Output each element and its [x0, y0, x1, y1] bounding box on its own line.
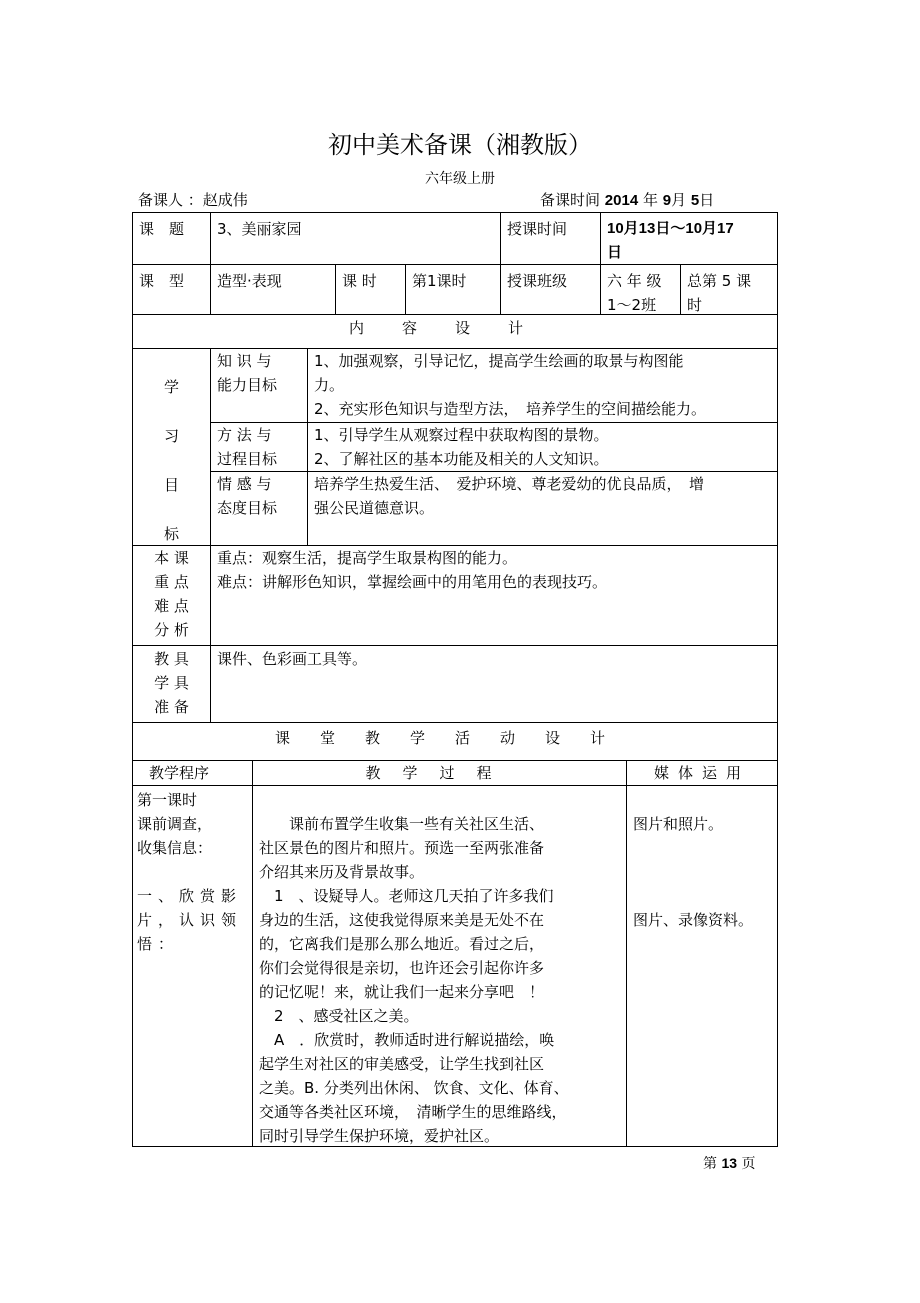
activity-design-heading: 课堂教学活动设计 [132, 722, 778, 761]
tools-label [132, 645, 211, 723]
class-label: 授课班级 [500, 264, 601, 315]
goal-label-method [210, 422, 308, 472]
process-line [137, 860, 248, 884]
type-label: 课 型 [132, 264, 211, 315]
tools-label-line: 教 具 [154, 650, 189, 668]
total-periods [680, 264, 778, 315]
prep-day: 5 [690, 192, 700, 209]
goal-line: 2、充实形色知识与造型方法， 培养学生的空间描绘能力。 [314, 400, 707, 418]
keypoints-label-line: 本 课 [154, 549, 189, 567]
process-line: 身边的生活，这使我觉得原来美是无处不在 [259, 911, 545, 929]
process-line: 的，它离我们是那么那么地近。看过之后， [259, 935, 545, 953]
goals-label-char: 学 [163, 378, 179, 396]
prep-year: 2014 [604, 192, 639, 209]
teach-time-value [600, 212, 778, 265]
goal-label-line: 能力目标 [217, 376, 278, 394]
keypoint-line: 难点：讲解形色知识，掌握绘画中的用笔用色的表现技巧。 [217, 573, 608, 591]
topic-value: 3、美丽家园 [210, 212, 501, 265]
goal-line: 1、加强观察，引导记忆，提高学生绘画的取景与构图能 [314, 352, 684, 370]
keypoints-label-line: 难 点 [154, 597, 189, 615]
procedure-column [132, 785, 253, 1147]
keypoints-label-line: 重 点 [154, 573, 189, 591]
process-line: 收集信息： [137, 839, 213, 857]
period-label: 课 时 [335, 264, 406, 315]
goal-line: 培养学生热爱生活、 爱护环境、尊老爱幼的优良品质， 增 [314, 475, 705, 493]
teach-time-line: 10月13日～10月17 [607, 220, 734, 237]
process-line: 之美。B. 分类列出休闲、 饮食、文化、体育、 [259, 1079, 569, 1097]
process-line [259, 788, 620, 812]
goal-line: 强公民道德意识。 [314, 499, 435, 517]
goal-label-knowledge [210, 348, 308, 423]
total-line: 时 [687, 296, 703, 314]
goal-line: 2、了解社区的基本功能及相关的人文知识。 [314, 450, 609, 468]
process-line: 第一课时 [137, 791, 198, 809]
goals-label-char: 标 [163, 525, 179, 543]
keypoints-text [210, 545, 778, 646]
process-line: A ．欣赏时，教师适时进行解说描绘，唤 [259, 1031, 555, 1049]
process-line: 悟： [137, 935, 180, 953]
process-line: 介绍其来历及背景故事。 [259, 863, 425, 881]
teach-time-label: 授课时间 [500, 212, 601, 265]
goal-text-knowledge [307, 348, 778, 423]
keypoints-label [132, 545, 211, 646]
keypoint-line: 重点：观察生活，提高学生取景构图的能力。 [217, 549, 518, 567]
content-design-heading: 内容设计 [132, 314, 778, 349]
preparer-name: 赵成伟 [202, 191, 248, 209]
process-line: 的记忆呢！来，就让我们一起来分享吧 ！ [259, 983, 545, 1001]
goal-label-emotion [210, 471, 308, 546]
preparer-label: 备课人 ： [138, 191, 203, 209]
goal-text-method [307, 422, 778, 472]
tools-label-line: 学 具 [154, 674, 189, 692]
unit: 日 [699, 191, 715, 209]
goal-line: 1、引导学生从观察过程中获取构图的景物。 [314, 426, 609, 444]
process-line [633, 884, 771, 908]
page-prefix: 第 [703, 1156, 717, 1172]
header-media: 媒体运用 [626, 760, 778, 786]
process-line: 课前调查， [137, 815, 213, 833]
goal-label-line: 情 感 与 [217, 475, 272, 493]
process-line [633, 836, 771, 860]
goal-text-emotion [307, 471, 778, 546]
page-suffix: 页 [741, 1156, 756, 1172]
header-process: 教学过程 [252, 760, 627, 786]
goal-label-line: 过程目标 [217, 450, 278, 468]
class-line: 六 年 级 [607, 272, 662, 290]
process-line: 图片、录像资料。 [633, 911, 754, 929]
type-value: 造型·表现 [210, 264, 336, 315]
prep-date [540, 189, 714, 210]
page-value: 13 [721, 1155, 738, 1171]
goals-label [132, 348, 211, 546]
goal-label-line: 方 法 与 [217, 426, 272, 444]
goals-label-char: 目 [163, 476, 179, 494]
process-line: 交通等各类社区环境， 清晰学生的思维路线， [259, 1103, 567, 1121]
prep-time-label: 备课时间 [540, 191, 601, 209]
goals-label-char: 习 [163, 427, 179, 445]
total-line: 总第 5 课 [687, 272, 752, 290]
preparer-line [138, 189, 248, 210]
tools-label-line: 准 备 [154, 698, 189, 716]
goal-label-line: 态度目标 [217, 499, 278, 517]
page-number [703, 1153, 755, 1173]
process-line: 1 、设疑导人。老师这几天拍了许多我们 [259, 887, 554, 905]
process-line: 一、欣赏影 [137, 887, 243, 905]
process-line: 图片和照片。 [633, 815, 724, 833]
class-line: 1～2班 [607, 296, 657, 314]
goal-line: 力。 [314, 376, 345, 394]
document-title: 初中美术备课（湘教版） [328, 131, 592, 159]
unit: 年 [642, 191, 658, 209]
media-column [626, 785, 778, 1147]
process-line: 同时引导学生保护环境，爱护社区。 [259, 1127, 500, 1145]
process-line: 课前布置学生收集一些有关社区生活、 [259, 815, 545, 833]
document-subtitle: 六年级上册 [425, 171, 495, 187]
header-procedure: 教学程序 [132, 760, 253, 786]
process-column [252, 785, 627, 1147]
goal-label-line: 知 识 与 [217, 352, 272, 370]
keypoints-label-line: 分 析 [154, 621, 189, 639]
teach-time-line: 日 [607, 244, 623, 261]
class-value [600, 264, 681, 315]
topic-label: 课 题 [132, 212, 211, 265]
process-line: 2 、感受社区之美。 [259, 1007, 419, 1025]
tools-text: 课件、色彩画工具等。 [210, 645, 778, 723]
process-line: 你们会觉得很是亲切，也许还会引起你许多 [259, 959, 545, 977]
process-line: 起学生对社区的审美感受，让学生找到社区 [259, 1055, 545, 1073]
process-line: 社区景色的图片和照片。预选一至两张准备 [259, 839, 545, 857]
period-value: 第1课时 [405, 264, 501, 315]
process-line [633, 788, 771, 812]
process-line [633, 860, 771, 884]
process-line: 片，认识领 [137, 911, 243, 929]
prep-month: 9 [662, 192, 672, 209]
unit: 月 [671, 191, 687, 209]
